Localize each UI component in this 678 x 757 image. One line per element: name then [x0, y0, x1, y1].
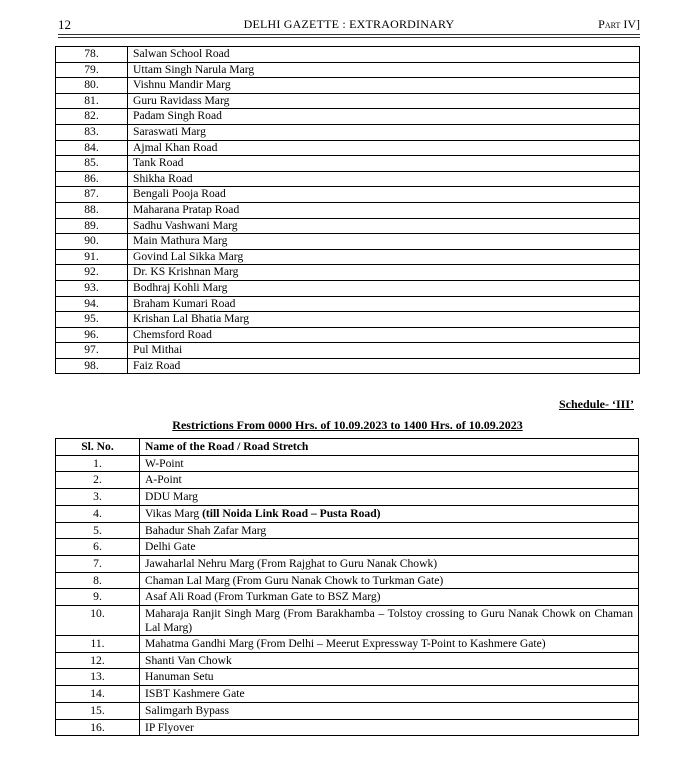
- road-stretch: [140, 472, 639, 489]
- table-row: [56, 636, 639, 653]
- road-stretch: [140, 539, 639, 556]
- road-name: Bodhraj Kohli Marg: [128, 280, 640, 296]
- page-header: [58, 16, 640, 34]
- header-rule-bottom: [58, 37, 640, 38]
- serial-number: 14.: [56, 686, 140, 703]
- table-row: [56, 358, 640, 374]
- road-name: Guru Ravidass Marg: [128, 93, 640, 109]
- serial-number: 8.: [56, 572, 140, 589]
- column-header-sl-no: Sl. No.: [56, 439, 140, 456]
- serial-number: 11.: [56, 636, 140, 653]
- road-name: Dr. KS Krishnan Marg: [128, 265, 640, 281]
- road-name: Govind Lal Sikka Marg: [128, 249, 640, 265]
- table-row: [56, 62, 640, 78]
- road-name: A-Point: [145, 473, 182, 487]
- table-row: [56, 234, 640, 250]
- road-name: Padam Singh Road: [128, 109, 640, 125]
- serial-number: 80.: [56, 78, 128, 94]
- road-name: Asaf Ali Road (From Turkman Gate to BSZ Marg): [145, 590, 381, 604]
- road-name: Salwan School Road: [128, 47, 640, 63]
- serial-number: 13.: [56, 669, 140, 686]
- serial-number: 90.: [56, 234, 128, 250]
- road-stretch-qualifier: (till Noida Link Road – Pusta Road): [202, 506, 381, 520]
- road-stretch: [140, 606, 639, 636]
- road-name: W-Point: [145, 456, 184, 470]
- serial-number: 5.: [56, 522, 140, 539]
- road-name: Main Mathura Marg: [128, 234, 640, 250]
- table-row: [56, 555, 639, 572]
- road-name: Pul Mithai: [128, 343, 640, 359]
- table-row: [56, 505, 639, 522]
- serial-number: 9.: [56, 589, 140, 606]
- serial-number: 15.: [56, 702, 140, 719]
- serial-number: 82.: [56, 109, 128, 125]
- serial-number: 89.: [56, 218, 128, 234]
- serial-number: 81.: [56, 93, 128, 109]
- schedule-label: Schedule- ‘III’: [558, 397, 634, 411]
- table-row: [56, 719, 639, 736]
- table-row: [56, 249, 640, 265]
- serial-number: 86.: [56, 171, 128, 187]
- road-name: Uttam Singh Narula Marg: [128, 62, 640, 78]
- serial-number: 79.: [56, 62, 128, 78]
- serial-number: 93.: [56, 280, 128, 296]
- table-row: [56, 327, 640, 343]
- road-name: Shikha Road: [128, 171, 640, 187]
- serial-number: 6.: [56, 539, 140, 556]
- serial-number: 85.: [56, 156, 128, 172]
- table-row: [56, 218, 640, 234]
- serial-number: 94.: [56, 296, 128, 312]
- road-name: Salimgarh Bypass: [145, 703, 230, 717]
- serial-number: 12.: [56, 652, 140, 669]
- table-row: [56, 539, 639, 556]
- road-name: Maharana Pratap Road: [128, 202, 640, 218]
- table-row: [56, 93, 640, 109]
- serial-number: 88.: [56, 202, 128, 218]
- road-stretch: [140, 702, 639, 719]
- road-name: Vikas Marg: [145, 506, 203, 520]
- road-name: Ajmal Khan Road: [128, 140, 640, 156]
- table-header-row: [56, 439, 639, 456]
- serial-number: 10.: [56, 606, 140, 636]
- serial-number: 95.: [56, 312, 128, 328]
- road-name: Krishan Lal Bhatia Marg: [128, 312, 640, 328]
- serial-number: 3.: [56, 489, 140, 506]
- serial-number: 7.: [56, 555, 140, 572]
- serial-number: 1.: [56, 455, 140, 472]
- serial-number: 98.: [56, 358, 128, 374]
- road-stretch: [140, 555, 639, 572]
- road-name: Bahadur Shah Zafar Marg: [145, 523, 267, 537]
- table-row: [56, 652, 639, 669]
- table-row: [56, 156, 640, 172]
- road-stretch: [140, 636, 639, 653]
- road-name: Maharaja Ranjit Singh Marg (From Barakhamba – Tolstoy crossing to Guru Nanak Chowk on Chaman Lal Marg): [145, 607, 633, 634]
- road-name: Tank Road: [128, 156, 640, 172]
- road-name: Chaman Lal Marg (From Guru Nanak Chowk to Turkman Gate): [145, 573, 444, 587]
- road-stretch: [140, 669, 639, 686]
- serial-number: 4.: [56, 505, 140, 522]
- table-row: [56, 702, 639, 719]
- roads-table-continued: [55, 46, 640, 374]
- table-row: [56, 280, 640, 296]
- serial-number: 83.: [56, 124, 128, 140]
- table-row: [56, 472, 639, 489]
- road-name: Jawaharlal Nehru Marg (From Rajghat to Guru Nanak Chowk): [145, 556, 438, 570]
- road-name: Vishnu Mandir Marg: [128, 78, 640, 94]
- road-name: Braham Kumari Road: [128, 296, 640, 312]
- schedule-iii-table: [55, 438, 639, 736]
- table-row: [56, 522, 639, 539]
- road-name: Saraswati Marg: [128, 124, 640, 140]
- table-row: [56, 187, 640, 203]
- page-number: 12: [58, 17, 71, 32]
- table-row: [56, 606, 639, 636]
- table-row: [56, 296, 640, 312]
- road-stretch: [140, 489, 639, 506]
- header-rule-top: [58, 34, 640, 35]
- serial-number: 96.: [56, 327, 128, 343]
- road-stretch: [140, 686, 639, 703]
- road-name: Delhi Gate: [145, 540, 196, 554]
- serial-number: 78.: [56, 47, 128, 63]
- road-stretch: [140, 652, 639, 669]
- road-name: DDU Marg: [145, 490, 198, 504]
- road-name: IP Flyover: [145, 720, 194, 734]
- table-row: [56, 343, 640, 359]
- road-name: Shanti Van Chowk: [145, 653, 232, 667]
- table-row: [56, 47, 640, 63]
- table-row: [56, 140, 640, 156]
- road-name: Bengali Pooja Road: [128, 187, 640, 203]
- table-row: [56, 312, 640, 328]
- serial-number: 91.: [56, 249, 128, 265]
- table-row: [56, 572, 639, 589]
- road-stretch: [140, 589, 639, 606]
- table-row: [56, 171, 640, 187]
- road-name: Sadhu Vashwani Marg: [128, 218, 640, 234]
- gazette-title: DELHI GAZETTE : EXTRAORDINARY: [243, 17, 455, 31]
- road-stretch: [140, 719, 639, 736]
- serial-number: 84.: [56, 140, 128, 156]
- serial-number: 97.: [56, 343, 128, 359]
- road-stretch: [140, 572, 639, 589]
- restrictions-heading: Restrictions From 0000 Hrs. of 10.09.2023 to 1400 Hrs. of 10.09.2023: [172, 418, 523, 432]
- serial-number: 2.: [56, 472, 140, 489]
- table-row: [56, 589, 639, 606]
- table-row: [56, 202, 640, 218]
- column-header-road-name: Name of the Road / Road Stretch: [140, 439, 639, 456]
- serial-number: 16.: [56, 719, 140, 736]
- table-row: [56, 124, 640, 140]
- table-row: [56, 489, 639, 506]
- table-row: [56, 669, 639, 686]
- table-row: [56, 686, 639, 703]
- table-row: [56, 265, 640, 281]
- table-row: [56, 109, 640, 125]
- road-name: Hanuman Setu: [145, 670, 214, 684]
- part-label: Part IV]: [598, 17, 640, 31]
- road-name: Chemsford Road: [128, 327, 640, 343]
- table-row: [56, 455, 639, 472]
- road-name: ISBT Kashmere Gate: [145, 687, 245, 701]
- road-stretch: [140, 522, 639, 539]
- road-stretch: [140, 455, 639, 472]
- road-stretch: [140, 505, 639, 522]
- table-row: [56, 78, 640, 94]
- road-name: Mahatma Gandhi Marg (From Delhi – Meerut Expressway T-Point to Kashmere Gate): [145, 637, 546, 651]
- road-name: Faiz Road: [128, 358, 640, 374]
- serial-number: 87.: [56, 187, 128, 203]
- serial-number: 92.: [56, 265, 128, 281]
